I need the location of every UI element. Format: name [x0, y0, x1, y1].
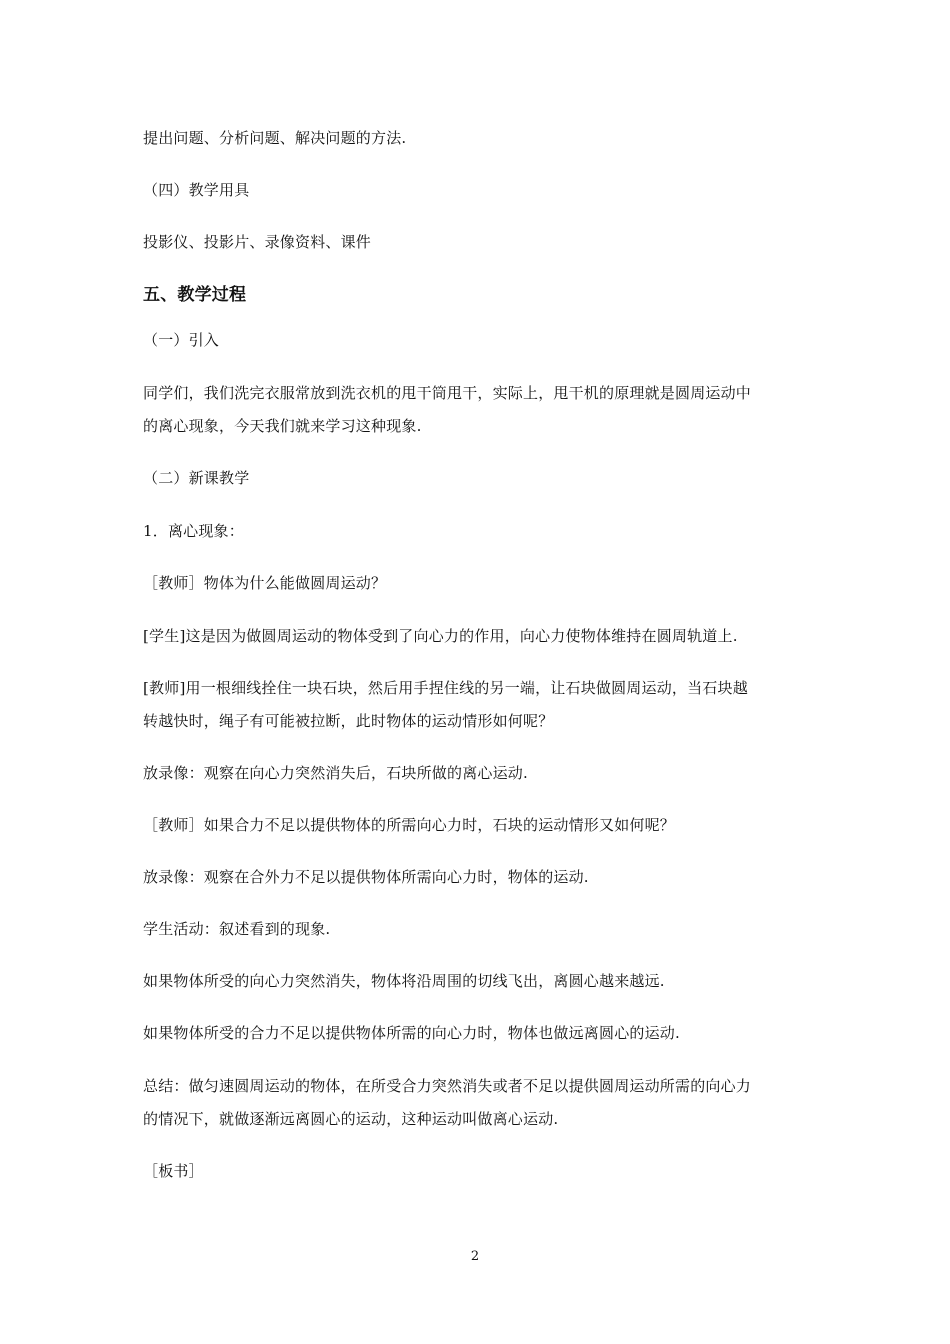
- paragraph-intro-line-2: 的离心现象，今天我们就来学习这种现象.: [143, 417, 422, 435]
- summary-line-2: 的情况下，就做逐渐远离圆心的运动，这种运动叫做离心运动.: [143, 1110, 559, 1128]
- paragraph-tools: 投影仪、投影片、录像资料、课件: [143, 233, 372, 251]
- video-observation-2: 放录像：观察在合外力不足以提供物体所需向心力时，物体的运动.: [143, 868, 589, 886]
- page-number: 2: [470, 1249, 480, 1264]
- dialogue-student-answer: [学生]这是因为做圆周运动的物体受到了向心力的作用，向心力使物体维持在圆周轨道上.: [143, 627, 738, 645]
- paragraph-method: 提出问题、分析问题、解决问题的方法.: [143, 129, 407, 147]
- student-activity: 学生活动：叙述看到的现象.: [143, 920, 331, 938]
- dialogue-teacher-question-3: ［教师］如果合力不足以提供物体的所需向心力时，石块的运动情形又如何呢？: [143, 816, 676, 834]
- summary-line-1: 总结：做匀速圆周运动的物体，在所受合力突然消失或者不足以提供圆周运动所需的向心力: [143, 1077, 752, 1095]
- dialogue-teacher-question-2-line-2: 转越快时，绳子有可能被拉断，此时物体的运动情形如何呢？: [143, 712, 554, 730]
- topic-centrifugal-phenomenon: 1．离心现象：: [143, 522, 244, 540]
- paragraph-intro-line-1: 同学们，我们洗完衣服常放到洗衣机的甩干筒甩干，实际上，甩干机的原理就是圆周运动中: [143, 384, 752, 402]
- dialogue-teacher-question-1: ［教师］物体为什么能做圆周运动？: [143, 574, 387, 592]
- observation-result-2: 如果物体所受的合力不足以提供物体所需的向心力时，物体也做远离圆心的运动.: [143, 1024, 680, 1042]
- section-new-lesson: （二）新课教学: [143, 469, 250, 487]
- heading-teaching-process: 五、教学过程: [143, 285, 247, 305]
- video-observation-1: 放录像：观察在向心力突然消失后，石块所做的离心运动.: [143, 764, 528, 782]
- section-teaching-tools: （四）教学用具: [143, 181, 250, 199]
- observation-result-1: 如果物体所受的向心力突然消失，物体将沿周围的切线飞出，离圆心越来越远.: [143, 972, 665, 990]
- dialogue-teacher-question-2-line-1: [教师]用一根细线拴住一块石块，然后用手捏住线的另一端，让石块做圆周运动，当石块越: [143, 679, 748, 697]
- blackboard-label: ［板书］: [143, 1162, 204, 1180]
- section-introduction: （一）引入: [143, 331, 220, 349]
